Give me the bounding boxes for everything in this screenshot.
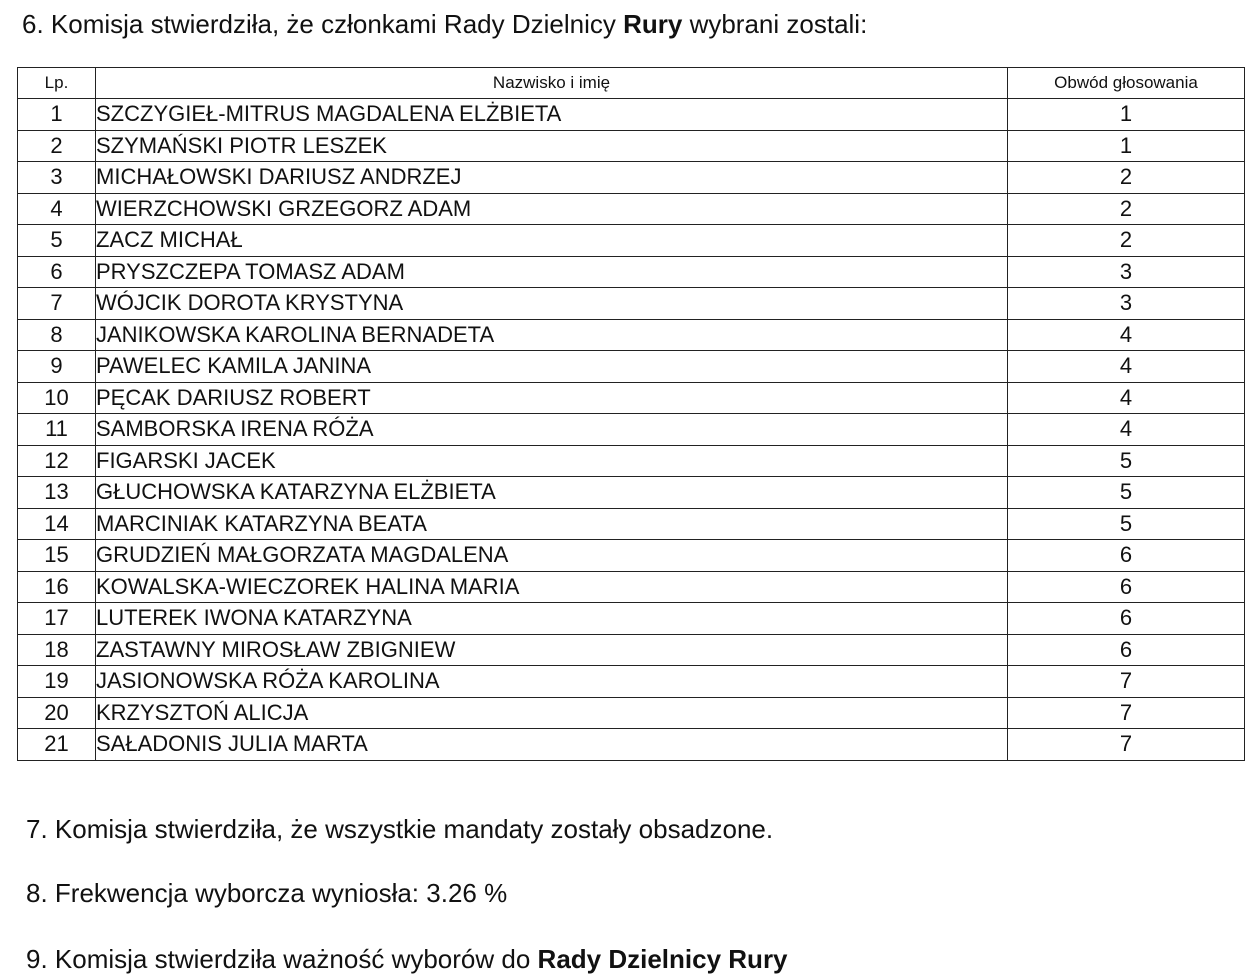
row-district: 6 — [1008, 634, 1245, 666]
row-district: 4 — [1008, 382, 1245, 414]
row-district: 2 — [1008, 225, 1245, 257]
table-row — [18, 508, 1245, 540]
row-district: 6 — [1008, 571, 1245, 603]
row-district: 6 — [1008, 603, 1245, 635]
table-row — [18, 351, 1245, 383]
table-row — [18, 540, 1245, 572]
row-name: LUTEREK IWONA KATARZYNA — [96, 603, 1008, 635]
row-lp: 15 — [18, 540, 96, 572]
table-row — [18, 382, 1245, 414]
row-lp: 16 — [18, 571, 96, 603]
row-lp: 19 — [18, 666, 96, 698]
table-row — [18, 634, 1245, 666]
section-9-text: 9. Komisja stwierdziła ważność wyborów do — [26, 944, 538, 974]
row-name: PAWELEC KAMILA JANINA — [96, 351, 1008, 383]
row-district: 3 — [1008, 288, 1245, 320]
section-7: 7. Komisja stwierdziła, że wszystkie mandaty zostały obsadzone. — [26, 814, 774, 844]
section-9 — [26, 942, 788, 976]
row-district: 2 — [1008, 193, 1245, 225]
table-row — [18, 603, 1245, 635]
header-lp: Lp. — [18, 68, 96, 99]
table-header-row — [18, 68, 1245, 99]
row-district: 2 — [1008, 162, 1245, 194]
row-lp: 2 — [18, 130, 96, 162]
row-name: KRZYSZTOŃ ALICJA — [96, 697, 1008, 729]
row-lp: 3 — [18, 162, 96, 194]
header-name: Nazwisko i imię — [96, 68, 1008, 99]
row-lp: 17 — [18, 603, 96, 635]
row-name: PĘCAK DARIUSZ ROBERT — [96, 382, 1008, 414]
table-row — [18, 666, 1245, 698]
row-lp: 4 — [18, 193, 96, 225]
section-6-text-end: wybrani zostali: — [682, 9, 868, 39]
row-district: 7 — [1008, 729, 1245, 761]
row-district: 1 — [1008, 130, 1245, 162]
row-lp: 18 — [18, 634, 96, 666]
section-6-intro — [22, 6, 867, 42]
row-name: KOWALSKA-WIECZOREK HALINA MARIA — [96, 571, 1008, 603]
row-district: 4 — [1008, 414, 1245, 446]
row-name: PRYSZCZEPA TOMASZ ADAM — [96, 256, 1008, 288]
row-lp: 1 — [18, 99, 96, 131]
header-district: Obwód głosowania — [1008, 68, 1245, 99]
row-lp: 9 — [18, 351, 96, 383]
row-district: 7 — [1008, 666, 1245, 698]
section-9-council-name: Rady Dzielnicy Rury — [537, 944, 788, 974]
section-8-turnout: 8. Frekwencja wyborcza wyniosła: 3.26 % — [26, 878, 508, 908]
table-row — [18, 130, 1245, 162]
row-name: ZASTAWNY MIROSŁAW ZBIGNIEW — [96, 634, 1008, 666]
row-district: 5 — [1008, 477, 1245, 509]
row-lp: 14 — [18, 508, 96, 540]
table-row — [18, 571, 1245, 603]
table-row — [18, 319, 1245, 351]
table-row — [18, 697, 1245, 729]
row-lp: 12 — [18, 445, 96, 477]
row-name: GRUDZIEŃ MAŁGORZATA MAGDALENA — [96, 540, 1008, 572]
row-name: SAŁADONIS JULIA MARTA — [96, 729, 1008, 761]
table-row — [18, 288, 1245, 320]
row-name: SZCZYGIEŁ-MITRUS MAGDALENA ELŻBIETA — [96, 99, 1008, 131]
table-row — [18, 445, 1245, 477]
table-row — [18, 162, 1245, 194]
table-row — [18, 99, 1245, 131]
row-name: ZACZ MICHAŁ — [96, 225, 1008, 257]
row-name: WIERZCHOWSKI GRZEGORZ ADAM — [96, 193, 1008, 225]
row-lp: 13 — [18, 477, 96, 509]
row-district: 3 — [1008, 256, 1245, 288]
row-lp: 20 — [18, 697, 96, 729]
row-name: FIGARSKI JACEK — [96, 445, 1008, 477]
table-row — [18, 729, 1245, 761]
section-6-text: 6. Komisja stwierdziła, że członkami Rady Dzielnicy — [22, 9, 624, 39]
table-row — [18, 477, 1245, 509]
row-name: WÓJCIK DOROTA KRYSTYNA — [96, 288, 1008, 320]
row-name: SZYMAŃSKI PIOTR LESZEK — [96, 130, 1008, 162]
members-table — [17, 67, 1245, 761]
table-row — [18, 414, 1245, 446]
row-district: 6 — [1008, 540, 1245, 572]
row-district: 5 — [1008, 445, 1245, 477]
row-district: 4 — [1008, 351, 1245, 383]
row-name: MICHAŁOWSKI DARIUSZ ANDRZEJ — [96, 162, 1008, 194]
row-lp: 6 — [18, 256, 96, 288]
row-lp: 8 — [18, 319, 96, 351]
row-name: JASIONOWSKA RÓŻA KAROLINA — [96, 666, 1008, 698]
row-lp: 10 — [18, 382, 96, 414]
row-lp: 21 — [18, 729, 96, 761]
table-row — [18, 256, 1245, 288]
table-row — [18, 225, 1245, 257]
row-district: 7 — [1008, 697, 1245, 729]
table-body — [18, 99, 1245, 761]
row-district: 5 — [1008, 508, 1245, 540]
row-district: 1 — [1008, 99, 1245, 131]
row-name: GŁUCHOWSKA KATARZYNA ELŻBIETA — [96, 477, 1008, 509]
row-lp: 5 — [18, 225, 96, 257]
row-name: SAMBORSKA IRENA RÓŻA — [96, 414, 1008, 446]
row-name: JANIKOWSKA KAROLINA BERNADETA — [96, 319, 1008, 351]
table-row — [18, 193, 1245, 225]
row-district: 4 — [1008, 319, 1245, 351]
row-lp: 7 — [18, 288, 96, 320]
row-name: MARCINIAK KATARZYNA BEATA — [96, 508, 1008, 540]
section-6-district-name: Rury — [623, 9, 683, 39]
row-lp: 11 — [18, 414, 96, 446]
